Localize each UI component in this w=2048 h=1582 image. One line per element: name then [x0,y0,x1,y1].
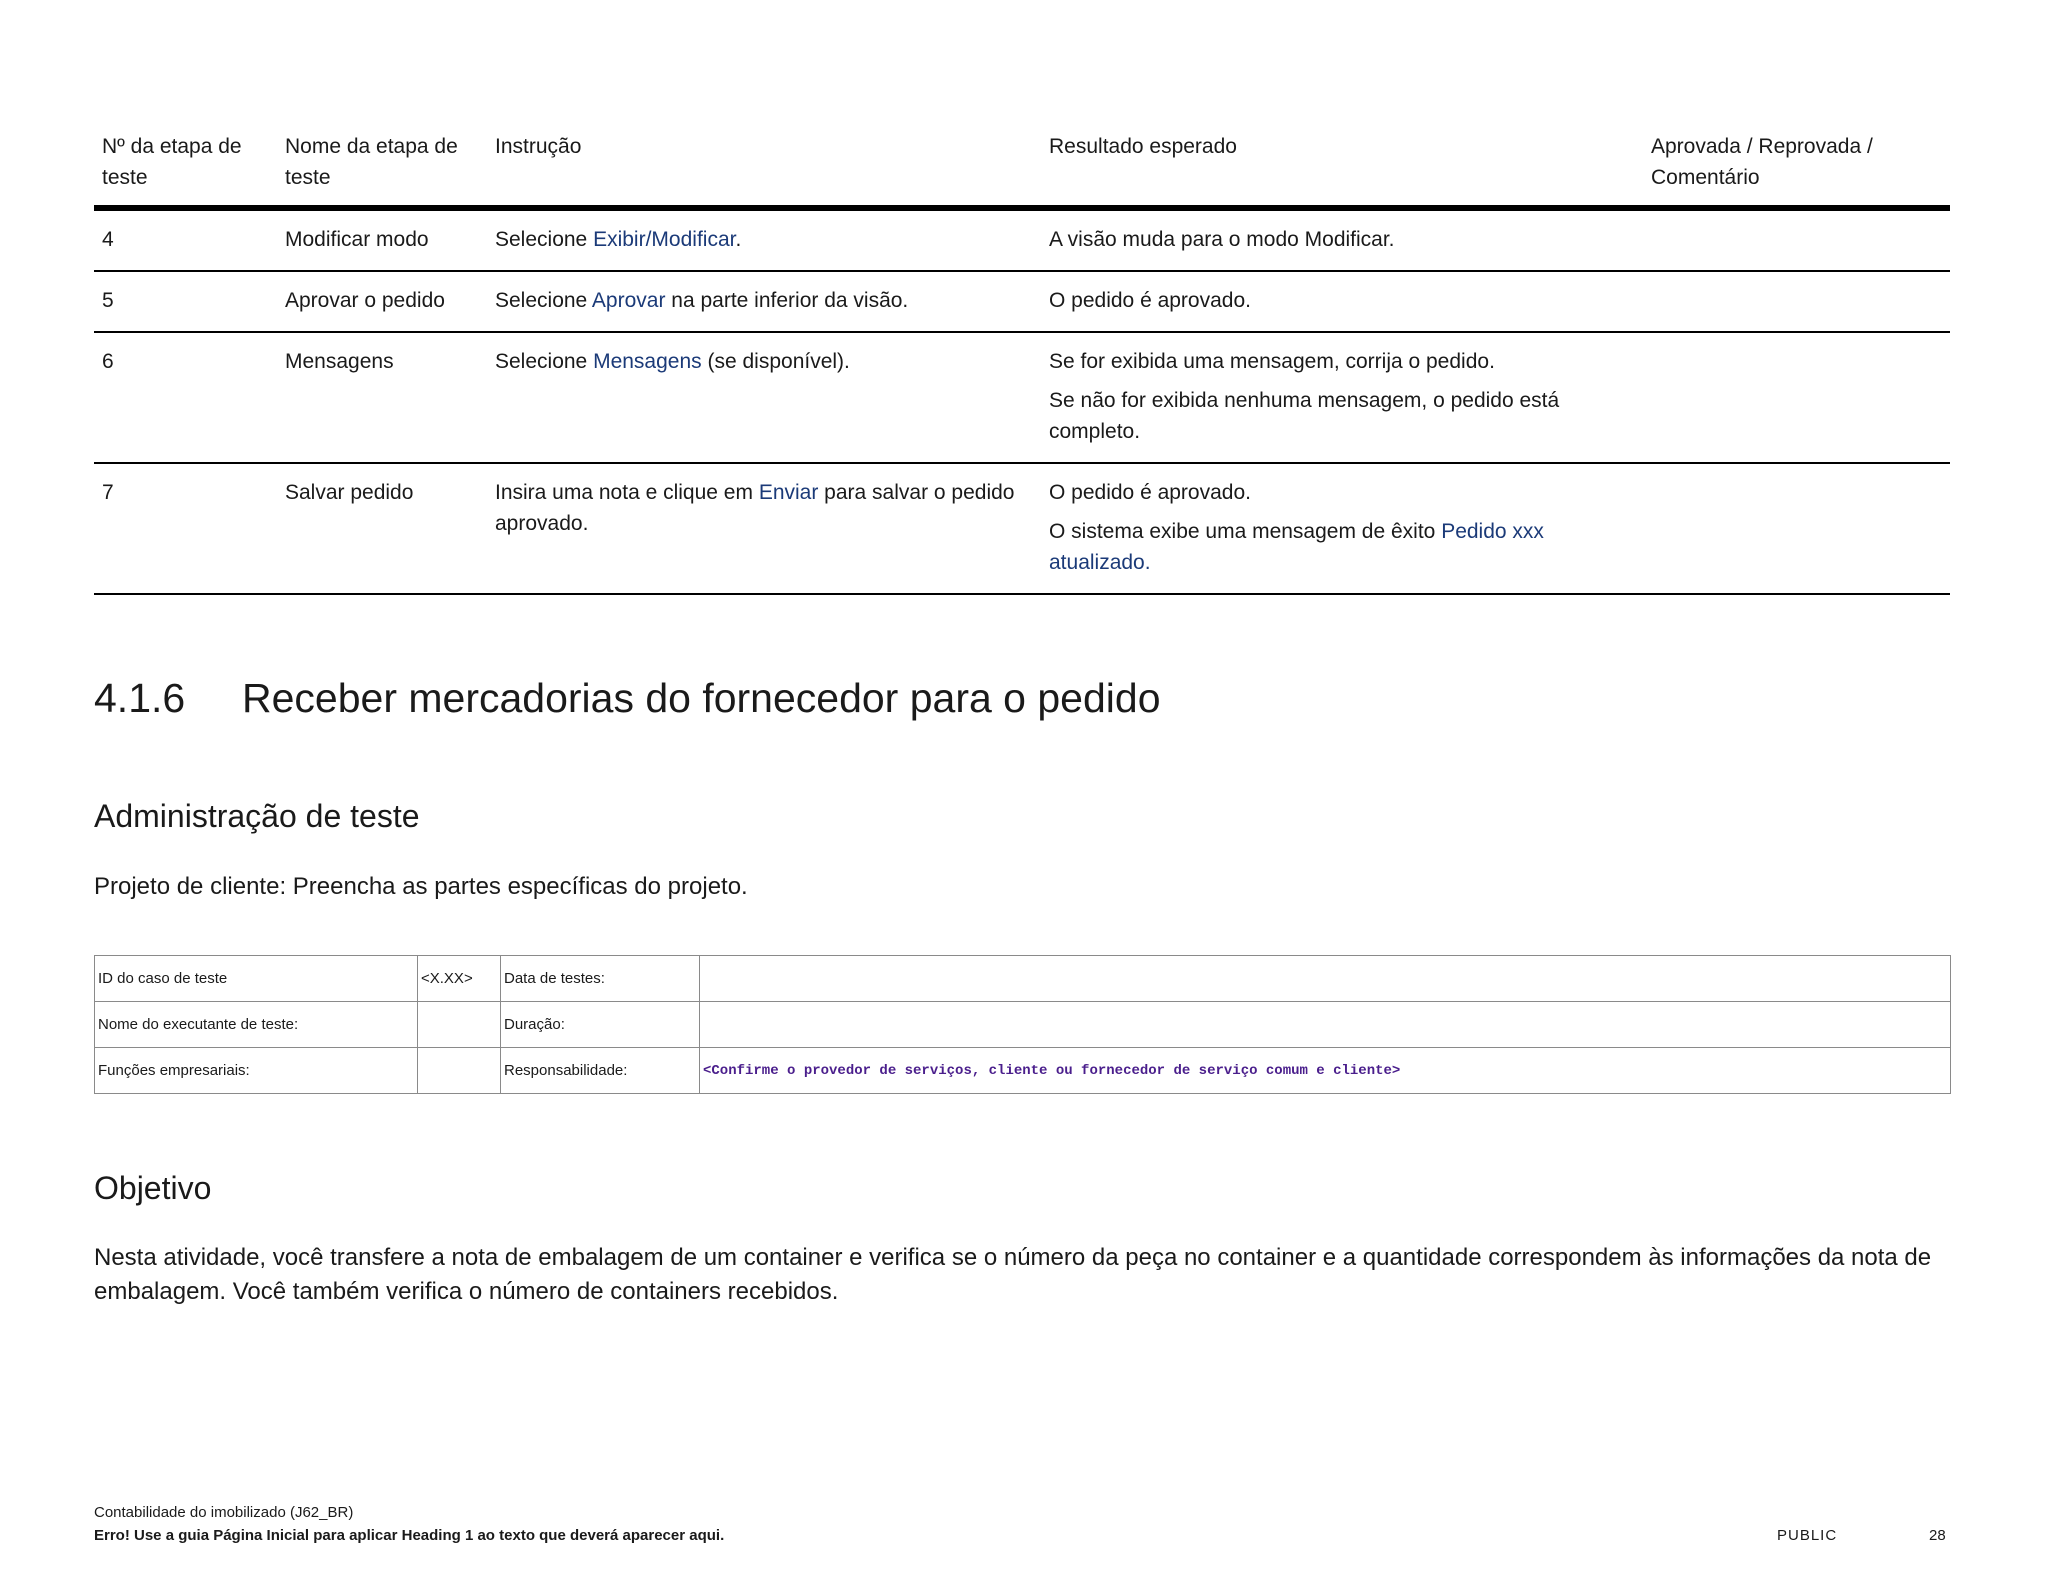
table-row [94,332,1950,463]
step-number: 5 [94,271,277,332]
table-row [95,956,1951,1002]
document-page [94,0,1950,1582]
test-admin-table [94,955,1951,1094]
step-expected-result [1041,208,1643,271]
test-case-id-value[interactable]: <X.XX> [418,956,501,1002]
test-date-value[interactable] [700,956,1951,1002]
step-comment [1643,208,1950,271]
header-step-number: Nº da etapa de teste [94,127,277,208]
step-number: 7 [94,463,277,594]
footer-error-text: Erro! Use a guia Página Inicial para aplicar Heading 1 ao texto que deverá aparecer aqui. [94,1527,725,1544]
step-expected-result [1041,271,1643,332]
instruction-text: . [735,228,742,251]
table-header-row [94,127,1950,208]
section-heading [94,672,1161,724]
duration-label: Duração: [501,1002,700,1048]
result-text: Se não for exibida nenhuma mensagem, o pedido está completo. [1049,389,1560,443]
result-text [1049,516,1635,578]
table-row [94,271,1950,332]
table-row [94,463,1950,594]
table-row [95,1048,1951,1094]
step-instruction [487,271,1041,332]
step-expected-result [1041,332,1643,463]
section-number: 4.1.6 [94,675,186,721]
result-text-part: O sistema exibe uma mensagem de êxito [1049,520,1442,543]
test-date-label: Data de testes: [501,956,700,1002]
step-number: 4 [94,208,277,271]
table-row [95,1002,1951,1048]
instruction-text: Selecione [495,289,592,312]
responsibility-value[interactable]: <Confirme o provedor de serviços, cliente ou fornecedor de serviço comum e cliente> [700,1048,1951,1094]
admin-intro: Projeto de cliente: Preencha as partes específicas do projeto. [94,873,748,900]
step-instruction [487,208,1041,271]
step-instruction [487,332,1041,463]
step-name: Mensagens [277,332,487,463]
instruction-text: Selecione [495,228,594,251]
result-text: A visão muda para o modo Modificar. [1049,228,1395,251]
business-roles-label: Funções empresariais: [95,1048,418,1094]
header-expected-result: Resultado esperado [1041,127,1643,208]
instruction-text: na parte inferior da visão. [665,289,909,312]
instruction-text: Selecione [495,350,594,373]
step-name: Aprovar o pedido [277,271,487,332]
header-instruction: Instrução [487,127,1041,208]
ui-element-link[interactable]: Exibir/Modificar [593,228,736,251]
tester-name-value[interactable] [418,1002,501,1048]
test-steps-table [94,127,1950,595]
tester-name-label: Nome do executante de teste: [95,1002,418,1048]
step-comment [1643,271,1950,332]
header-pass-fail-comment: Aprovada / Reprovada / Comentário [1643,127,1950,208]
result-text: O pedido é aprovado. [1049,289,1251,312]
step-number: 6 [94,332,277,463]
step-comment [1643,463,1950,594]
table-row [94,208,1950,271]
objective-text: Nesta atividade, você transfere a nota de embalagem de um container e verifica se o número da peça no container e a quantidade correspondem às informações da nota de embalagem. Você também verifica o número de containers recebidos. [94,1244,1932,1305]
result-text: Se for exibida uma mensagem, corrija o pedido. [1049,350,1495,373]
step-comment [1643,332,1950,463]
objective-heading: Objetivo [94,1170,212,1206]
test-case-id-label: ID do caso de teste [95,956,418,1002]
step-name: Salvar pedido [277,463,487,594]
ui-element-link[interactable]: Aprovar [591,289,666,312]
footer-classification: PUBLIC [1777,1527,1838,1544]
duration-value[interactable] [700,1002,1951,1048]
success-message-link[interactable]: Pedido xxx atualizado. [1049,520,1544,574]
ui-element-link[interactable]: Enviar [758,481,819,504]
footer-doc-title: Contabilidade do imobilizado (J62_BR) [94,1504,354,1521]
business-roles-value[interactable] [418,1048,501,1094]
instruction-text: para salvar o pedido aprovado. [495,481,1015,535]
result-text: O pedido é aprovado. [1049,481,1251,504]
instruction-text: (se disponível). [701,350,850,373]
step-instruction [487,463,1041,594]
header-step-name: Nome da etapa de teste [277,127,487,208]
section-title: Receber mercadorias do fornecedor para o pedido [242,675,1161,721]
step-name: Modificar modo [277,208,487,271]
footer-page-number: 28 [1929,1527,1946,1544]
responsibility-label: Responsabilidade: [501,1048,700,1094]
ui-element-link[interactable]: Mensagens [593,350,702,373]
step-expected-result [1041,463,1643,594]
admin-heading: Administração de teste [94,798,420,834]
instruction-text: Insira uma nota e clique em [495,481,759,504]
